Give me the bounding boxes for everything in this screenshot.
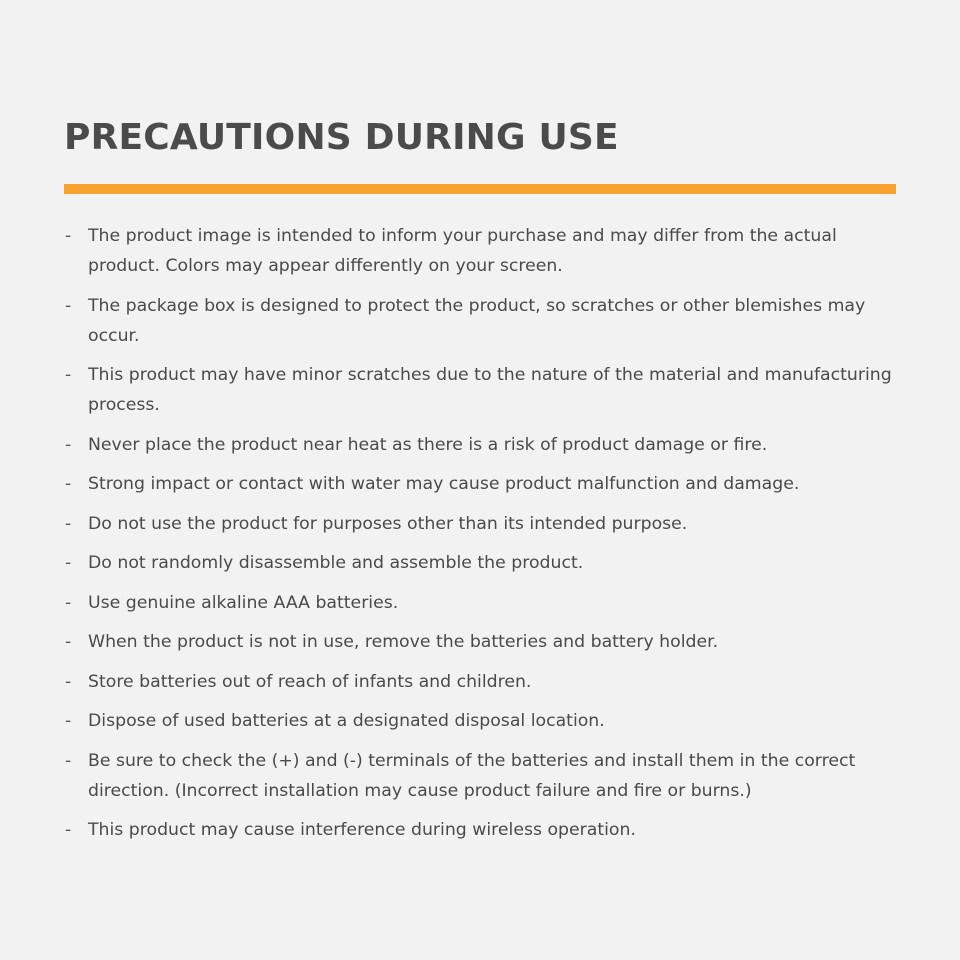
precaution-text: Use genuine alkaline AAA batteries. [88,592,399,613]
bullet-dash: - [65,820,72,840]
precaution-text: The product image is intended to inform your purchase and may differ from the actual product. Colors may appear differently on your screen. [88,226,837,276]
bullet-dash: - [65,592,72,613]
precaution-text: The package box is designed to protect the product, so scratches or other blemishes may occur. [88,295,866,346]
precaution-item [64,291,904,351]
precaution-text: Dispose of used batteries at a designated disposal location. [88,711,605,731]
precaution-item [64,667,904,697]
precaution-text: Be sure to check the (+) and (-) terminals of the batteries and install them in the correct direction. (Incorrect installation may cause product failure and fire or burns.) [88,750,856,801]
precaution-text: Do not randomly disassemble and assemble the product. [88,553,584,573]
title-underline [64,184,896,194]
precaution-item [64,430,904,460]
precaution-text: This product may have minor scratches due to the nature of the material and manufacturing process. [88,365,892,415]
page-title: PRECAUTIONS DURING USE [64,117,619,158]
precaution-item [64,706,904,736]
bullet-dash: - [65,553,72,573]
precaution-text: Strong impact or contact with water may cause product malfunction and damage. [88,474,800,494]
bullet-dash: - [65,711,72,731]
precaution-item [64,746,904,806]
bullet-dash: - [65,513,72,534]
precaution-item [64,509,904,539]
precaution-item [64,221,904,281]
bullet-dash: - [65,671,72,692]
precaution-item [64,469,904,499]
bullet-dash: - [65,434,72,455]
bullet-dash: - [65,750,72,771]
bullet-dash: - [65,365,72,385]
bullet-dash: - [65,632,72,652]
precaution-text: Store batteries out of reach of infants and children. [88,671,532,692]
precaution-item [64,815,904,845]
precaution-text: When the product is not in use, remove the batteries and battery holder. [88,632,719,652]
precaution-text: Do not use the product for purposes other than its intended purpose. [88,513,688,534]
precautions-list [64,221,904,855]
bullet-dash: - [65,295,72,316]
precaution-item [64,548,904,578]
precaution-item [64,627,904,657]
precaution-item [64,588,904,618]
bullet-dash: - [65,226,72,246]
precaution-text: This product may cause interference during wireless operation. [88,820,636,840]
precaution-item [64,360,904,420]
precaution-text: Never place the product near heat as there is a risk of product damage or fire. [88,434,768,455]
bullet-dash: - [65,474,72,494]
